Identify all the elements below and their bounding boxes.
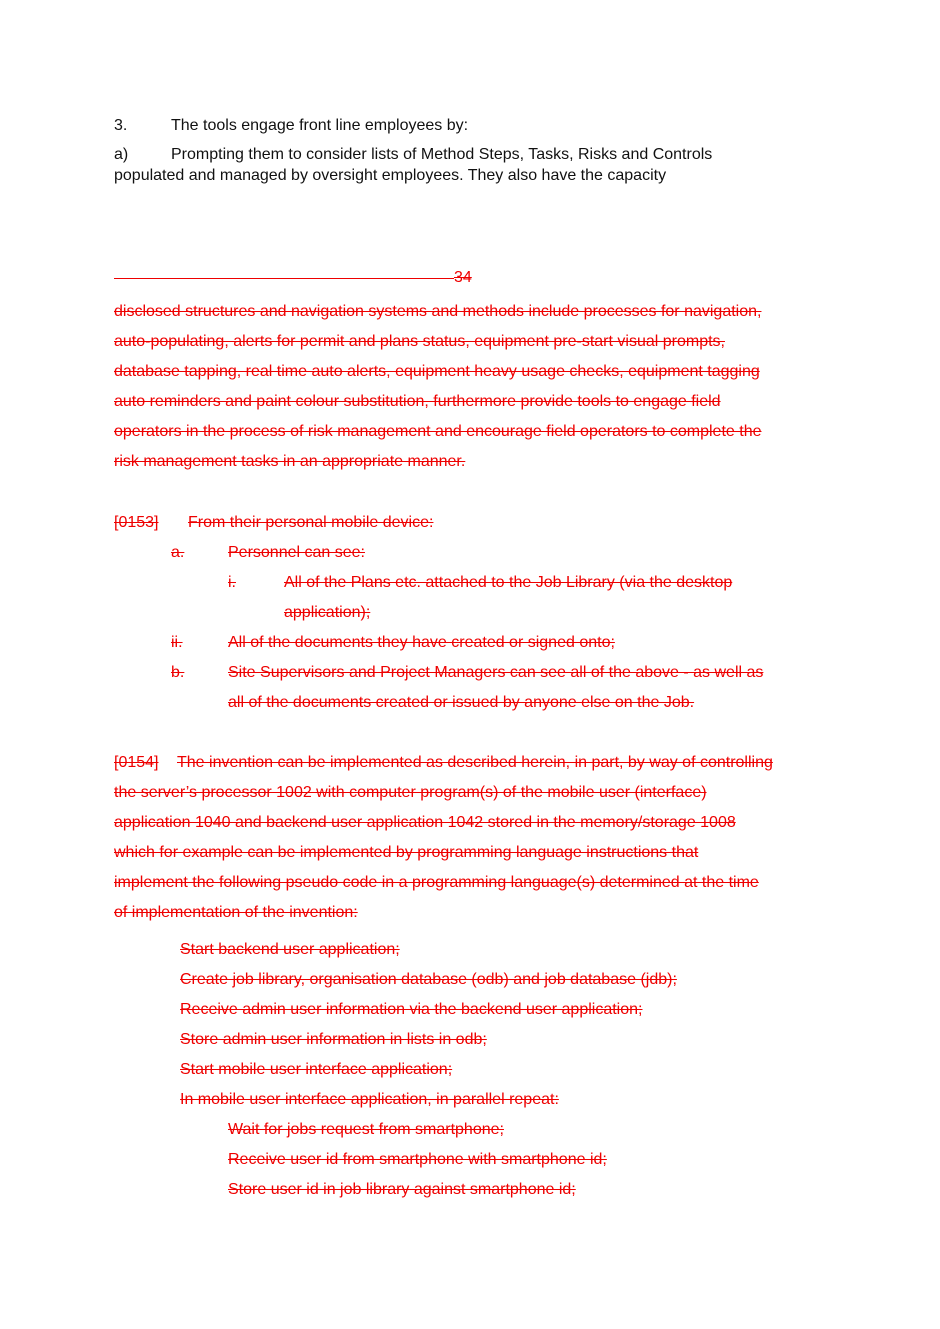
paragraph-0154-line: application 1040 and backend user application 1042 stored in the memory/storage 1008 [114, 814, 736, 831]
list-item-i-line-1: All of the Plans etc. attached to the Job Library (via the desktop [284, 574, 733, 591]
item-a-line-2: populated and managed by oversight employees. They also have the capacity [114, 167, 667, 184]
item-a-letter: a) [114, 146, 129, 163]
list-marker-a: a. [171, 544, 185, 561]
paragraph-0154-line-1: The invention can be implemented as described herein, in part, by way of controlling [177, 754, 773, 771]
pseudo-code-line: Receive admin user information via the backend user application; [180, 1001, 643, 1018]
paragraph-number-0154: [0154] [114, 754, 159, 771]
paragraph-0154-line: which for example can be implemented by programming language instructions that [114, 844, 699, 861]
item-3-text: The tools engage front line employees by: [171, 117, 469, 134]
list-item-a: Personnel can see: [228, 544, 365, 561]
list-marker-ii: ii. [171, 634, 183, 651]
struck-divider-line [114, 278, 454, 279]
pseudo-code-nested-line: Store user id in job library against smartphone id; [228, 1181, 576, 1198]
page-number: 34 [454, 269, 472, 286]
item-3-number: 3. [114, 117, 128, 134]
list-item-b-line-2: all of the documents created or issued by anyone else on the Job. [228, 694, 695, 711]
deleted-intro-line: auto-populating, alerts for permit and plans status, equipment pre-start visual prompts, [114, 333, 725, 350]
paragraph-number-0153: [0153] [114, 514, 159, 531]
pseudo-code-nested-line: Wait for jobs request from smartphone; [228, 1121, 504, 1138]
pseudo-code-line: Start backend user application; [180, 941, 400, 958]
deleted-intro-line: risk management tasks in an appropriate manner. [114, 453, 466, 470]
list-item-b-line-1: Site Supervisors and Project Managers can see all of the above - as well as [228, 664, 764, 681]
list-item-ii: All of the documents they have created or signed onto; [228, 634, 615, 651]
deleted-intro-line: auto reminders and paint colour substitution, furthermore provide tools to engage field [114, 393, 721, 410]
pseudo-code-line: Store admin user information in lists in odb; [180, 1031, 487, 1048]
paragraph-0154-line: of implementation of the invention: [114, 904, 358, 921]
deleted-intro-line: database tapping, real time auto alerts, equipment heavy usage checks, equipment tagging [114, 363, 760, 380]
pseudo-code-line: In mobile user interface application, in parallel repeat: [180, 1091, 559, 1108]
paragraph-0154-line: the server’s processor 1002 with computer program(s) of the mobile user (interface) [114, 784, 707, 801]
paragraph-0153-text: From their personal mobile device: [188, 514, 434, 531]
paragraph-0154-line: implement the following pseudo code in a programming language(s) determined at the time [114, 874, 759, 891]
pseudo-code-line: Create job library, organisation database (odb) and job database (jdb); [180, 971, 677, 988]
list-marker-b: b. [171, 664, 185, 681]
list-item-i-line-2: application); [284, 604, 371, 621]
item-a-line-1: Prompting them to consider lists of Method Steps, Tasks, Risks and Controls [171, 146, 713, 163]
pseudo-code-nested-line: Receive user id from smartphone with smartphone id; [228, 1151, 607, 1168]
deleted-intro-line: disclosed structures and navigation systems and methods include processes for navigation, [114, 303, 762, 320]
deleted-intro-line: operators in the process of risk management and encourage field operators to complete the [114, 423, 762, 440]
list-marker-i: i. [228, 574, 236, 591]
pseudo-code-line: Start mobile user interface application; [180, 1061, 453, 1078]
